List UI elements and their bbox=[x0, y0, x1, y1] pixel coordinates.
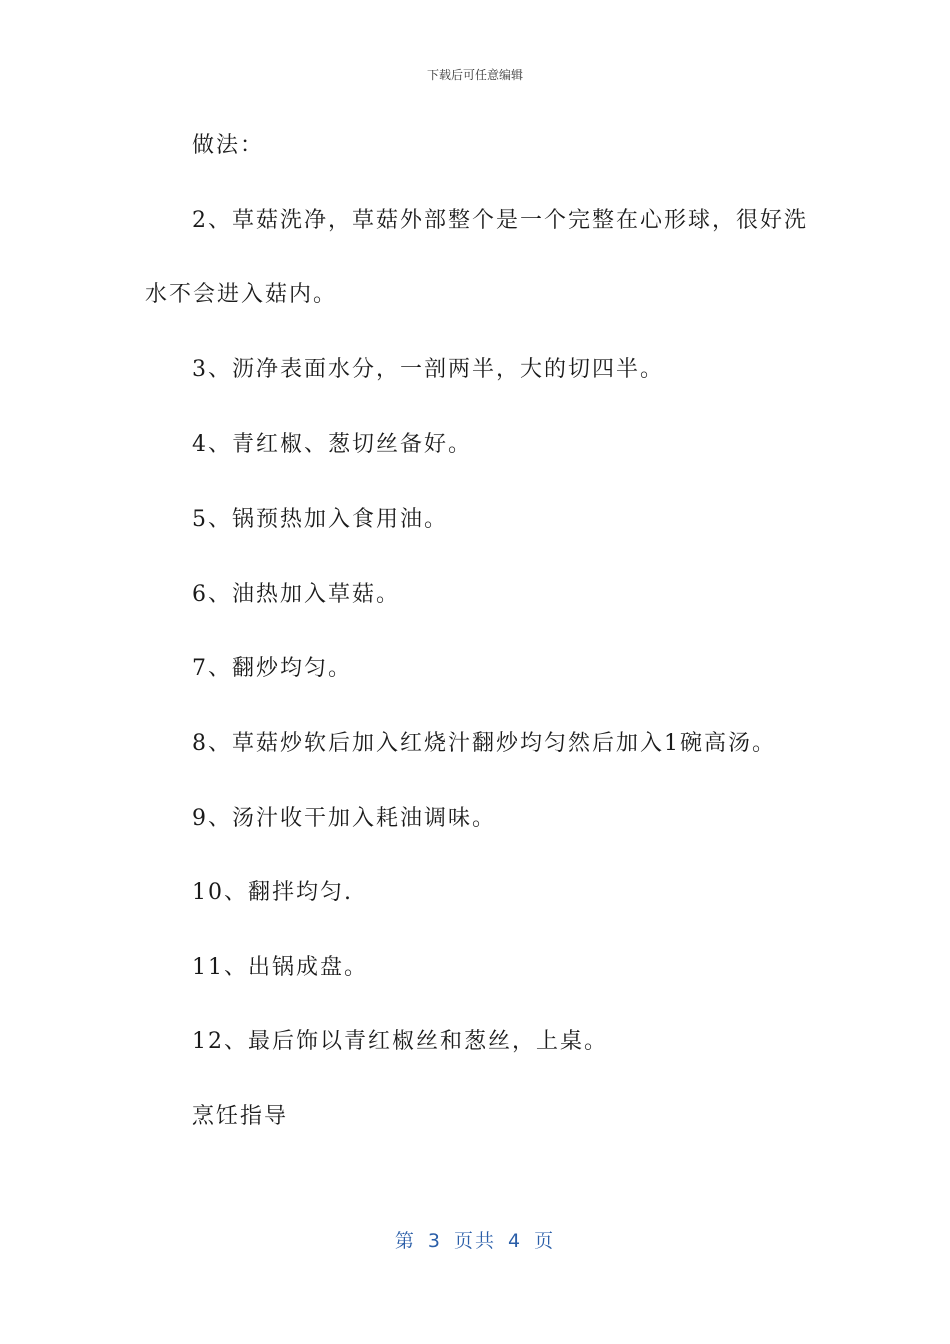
method-heading: 做法： bbox=[192, 133, 265, 158]
step-5: 5、锅预热加入食用油。 bbox=[192, 507, 448, 532]
step-6: 6、油热加入草菇。 bbox=[192, 582, 400, 607]
step-2-line-1: 2、草菇洗净，草菇外部整个是一个完整在心形球，很好洗 bbox=[192, 208, 808, 233]
header-note: 下载后可任意编辑 bbox=[426, 68, 523, 82]
page-number-footer: 第 3 页共 4 页 bbox=[394, 1230, 556, 1252]
step-2-line-2: 水不会进入菇内。 bbox=[145, 282, 338, 307]
step-8: 8、草菇炒软后加入红烧汁翻炒均匀然后加入1碗高汤。 bbox=[192, 731, 776, 756]
cooking-tips-heading: 烹饪指导 bbox=[192, 1104, 289, 1129]
step-4: 4、青红椒、葱切丝备好。 bbox=[192, 432, 472, 457]
step-9: 9、汤汁收干加入耗油调味。 bbox=[192, 806, 496, 831]
step-3: 3、沥净表面水分，一剖两半，大的切四半。 bbox=[192, 357, 664, 382]
step-7: 7、翻炒均匀。 bbox=[192, 656, 352, 681]
step-11: 11、出锅成盘。 bbox=[192, 955, 368, 980]
step-10: 10、翻拌均匀. bbox=[192, 880, 353, 905]
step-12: 12、最后饰以青红椒丝和葱丝，上桌。 bbox=[192, 1029, 608, 1054]
